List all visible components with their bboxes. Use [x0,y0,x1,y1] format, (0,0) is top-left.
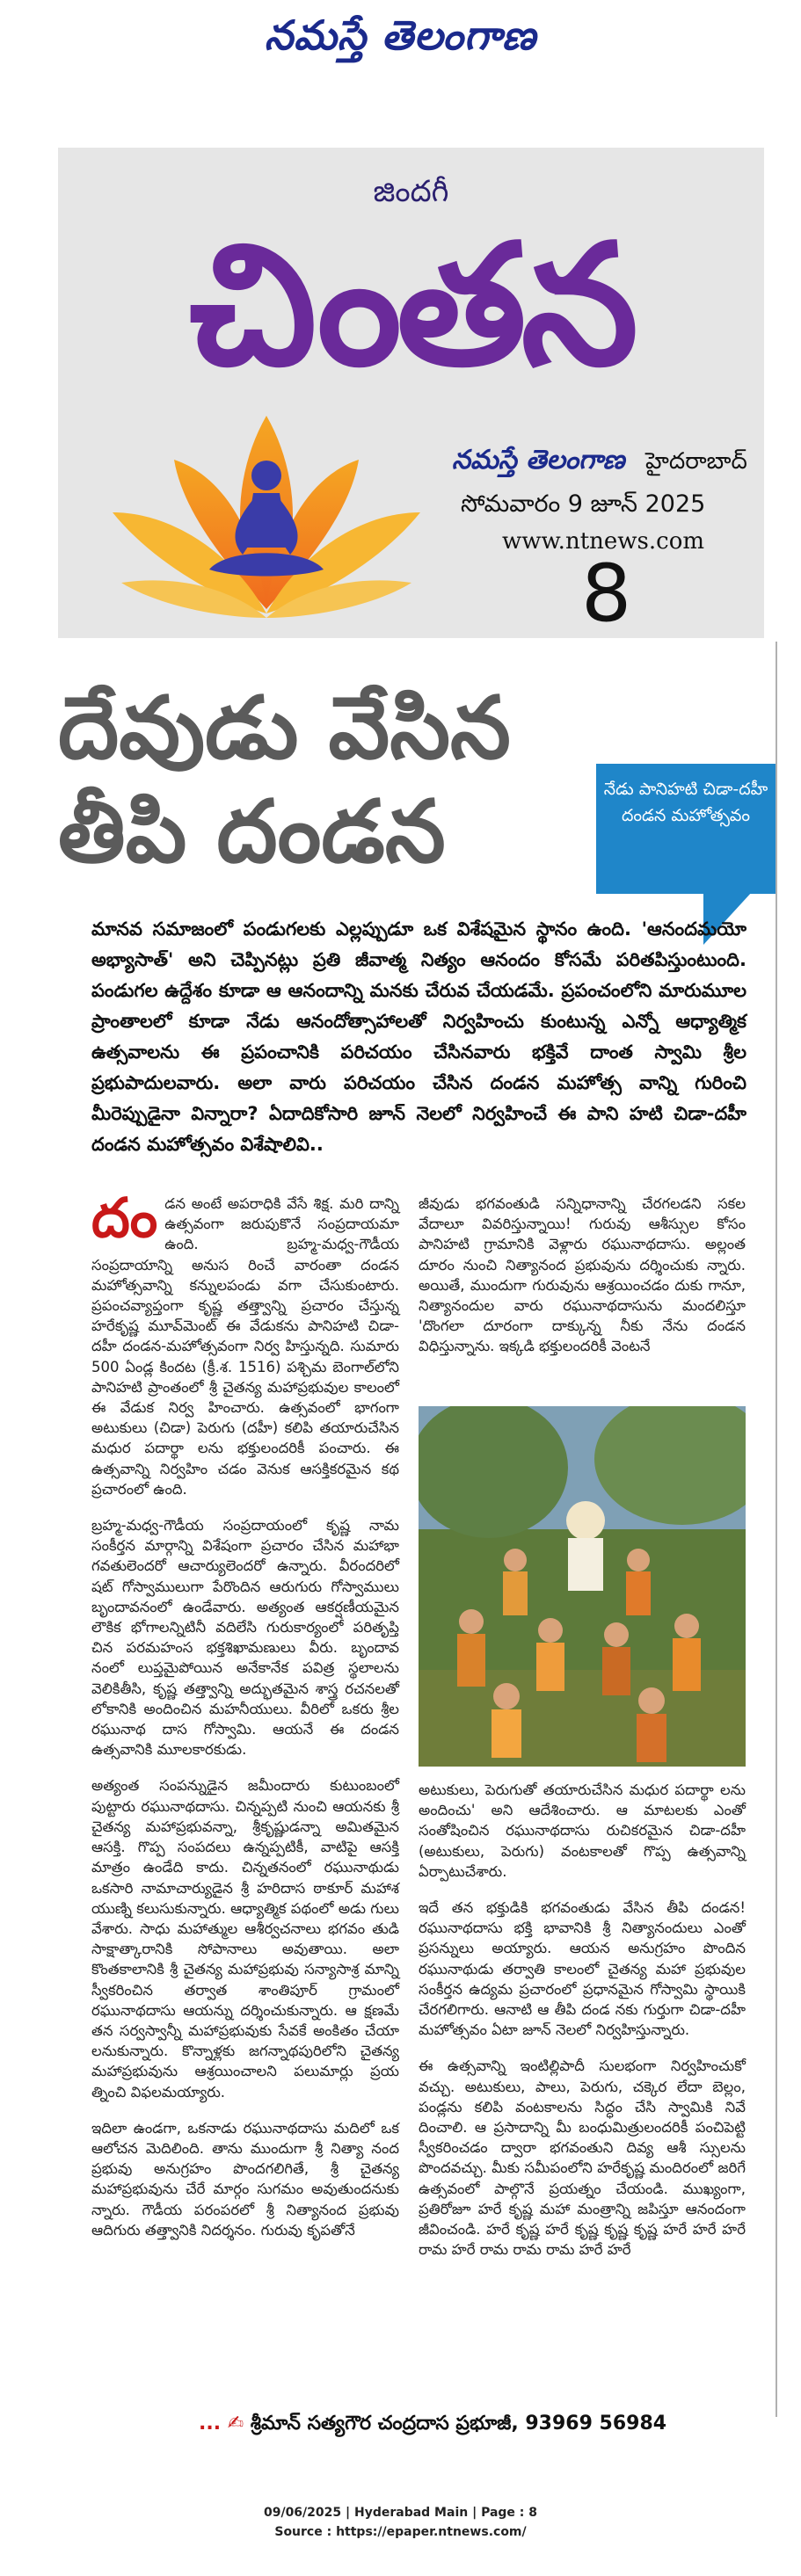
article-column-right-bottom [419,1780,746,2275]
author-byline [199,2413,761,2439]
article-headline [58,677,586,884]
paragraph: ఇదిలా ఉండగా, ఒకనాడు రఘునాథదాసు మదిలో ఒక ఆలోచన మెదిలింది. తాను ముందుగా శ్రీ నిత్యా నంద ప్రభువు అనుగ్రహం పొందగలిగితే, శ్రీ చైతన్య మహాప్రభువును చేరే మార్గం సుగమం అవుతుందనుకు న్నారు. గౌడీయ పరంపరలో శ్రీ నిత్యానంద ప్రభువు ఆదిగురు తత్త్వానికి నిదర్శనం. గురువు కృపతోనే [91,2119,399,2239]
footer-edition-info: 09/06/2025 | Hyderabad Main | Page : 8 [263,2506,538,2520]
devotional-painting-image [419,1406,746,1767]
edition-date: సోమవారం 9 జూన్ 2025 [461,490,706,518]
paragraph: ఇదే తన భక్తుడికి భగవంతుడు వేసిన తీపి దండన! రఘునాథదాసు భక్తి భావానికి శ్రీ నిత్యానందులు ఎంతో ప్రసన్నులు అయ్యారు. ఆయన అనుగ్రహం పొందిన రఘునాథుడు తర్వాతి కాలంలో చైతన్య మహా ప్రభువుల సంకీర్తన ఉద్యమ ప్రచారంలో ప్రధానమైన గోస్వామి స్థాయికి చేరగలిగారు. ఆనాటి ఆ తీపి దండ నకు గుర్తుగా చిడా-దహీ మహోత్సవం ఏటా జూన్ నెలలో నిర్వహిస్తున్నారు. [419,1899,746,2039]
newspaper-masthead [0,0,801,70]
article-lede: మానవ సమాజంలో పండుగలకు ఎల్లప్పుడూ ఒక విశేషమైన స్థానం ఉంది. 'ఆనందమయో అభ్యాసాత్' అని చెప్పినట్లు ప్రతి జీవాత్మ నిత్యం ఆనందం కోసమే పరితపిస్తుంటుంది. పండుగల ఉద్దేశం కూడా ఆ ఆనందాన్ని మనకు చేరువ చేయడమే. ప్రపంచంలోని మారుమూల ప్రాంతాలలో కూడా నేడు ఆనందోత్సాహాలతో నిర్వహించు కుంటున్న ఎన్నో ఆధ్యాత్మిక ఉత్సవాలను ఈ ప్రపంచానికి పరిచయం చేసినవారు భక్తివే దాంత స్వామి శ్రీల ప్రభుపాదులవారు. అలా వారు పరిచయం చేసిన దండన మహోత్స వాన్ని గురించి మీరెప్పుడైనా విన్నారా? ఏదాదికోసారి జూన్ నెలలో నిర్వహించే ఈ పాని హటి చిడా-దహీ దండన మహోత్సవం విశేషాలివి.. [91,918,746,1155]
paragraph: అటుకులు, పెరుగుతో తయారుచేసిన మధుర పదార్థా లను అందించు' అని ఆదేశించారు. ఆ మాటలకు ఎంతో సంతోషించిన రఘునాథదాసు రుచికరమైన చిడా-దహీ (అటుకులు, పెరుగు) వంటకాలతో గొప్ప ఉత్సవాన్ని ఏర్పాటుచేశారు. [419,1781,746,1880]
byline-text: శ్రీమాన్ సత్యగౌర చంద్రదాస ప్రభూజీ, 93969 56984 [250,2413,667,2435]
article-column-right-top [419,1194,746,1373]
paper-name: నమస్తే తెలంగాణ [452,445,625,475]
page-number: 8 [581,548,632,640]
paragraph: ఈ ఉత్సవాన్ని ఇంటిల్లిపాదీ సులభంగా నిర్వహించుకో వచ్చు. అటుకులు, పాలు, పెరుగు, చక్కెర లేదా బెల్లం, పండ్లను కలిపి వంటకాలను సిద్ధం చేసి స్వామికి నివే దించాలి. ఆ ప్రసాదాన్ని మీ బంధుమిత్రులందరికీ పంచిపెట్టి స్వీకరించడం ద్వారా భగవంతుని దివ్య ఆశీ స్సులను పొందవచ్చు. మీకు సమీపంలోని హరేకృష్ణ మందిరంలో జరిగే ఉత్సవంలో పాల్గొనే ప్రయత్నం చేయండి. ముఖ్యంగా, ప్రతిరోజూ హరే కృష్ణ మహా మంత్రాన్ని జపిస్తూ ఆనందంగా జీవించండి. హరే కృష్ణ హరే కృష్ణ కృష్ణ కృష్ణ హరే హరే హరే రామ హరే రామ రామ రామ హరే హరే [419,2057,746,2259]
byline-dots: ... [199,2413,222,2435]
paragraph: బ్రహ్మ-మధ్వ-గౌడీయ సంప్రదాయంలో కృష్ణ నామ సంకీర్తన మార్గాన్ని విశేషంగా ప్రచారం చేసిన మహాభా గవతులెందరో ఆచార్యులెందరో ఉన్నారు. వీరందరిలో షట్‌ గోస్వాములుగా పేరొందిన ఆరుగురు గోస్వాములు బృందావనంలో ఉండేవారు. అత్యంత ఆకర్షణీయమైన లౌకిక భోగాలన్నిటినీ వదిలేసి గురుకార్యంలో పరితృప్తి చిన పరమహంస భక్తశిఖామణులు వీరు. బృందావ నంలో లుప్తమైపోయిన అనేకానేక పవిత్ర స్థలాలను వెలికితీసి, కృష్ణ తత్త్వాన్ని అద్భుతమైన శాస్త్ర రచనలతో లోకానికి అందించిన మహనీయులు. వీరిలో ఒకరు శ్రీల రఘునాథ దాస గోస్వామి. ఆయనే ఈ దండన ఉత్సవానికి మూలకారకుడు. [91,1517,399,1759]
callout-box: నేడు పానిహటి చిడా-దహీ దండన మహోత్సవం [596,764,776,894]
paragraph: జీవుడు భగవంతుడి సన్నిధానాన్ని చేరగలడని సకల వేదాలూ వివరిస్తున్నాయి! గురువు ఆశీస్సుల కోసం పానిహటి గ్రామానికి వెళ్లారు రఘునాథదాసు. అల్లంత దూరం నుంచి నిత్యానంద ప్రభువును దర్శించుకు న్నారు. అయితే, ముందుగా గురువును ఆశ్రయించడం దుకు గానూ, నిత్యానందుల వారు రఘునాథదాసును మందలిస్తూ 'దొంగలా దూరంగా దాక్కున్న నీకు నేను దండన విధిస్తున్నాను. ఇక్కడి భక్తులందరికీ వెంటనే [419,1195,746,1355]
meditation-lotus-icon [77,381,455,644]
section-title: చింతన [188,208,634,403]
masthead-name: నమస్తే తెలంగాణ [264,11,537,59]
headline-line-2: తీపి దండన [58,782,446,882]
headline-line-1: దేవుడు వేసిన [58,678,511,779]
drop-cap: దం [91,1186,158,1250]
section-kicker: జిందగీ [373,174,449,209]
epaper-footer [0,2503,801,2542]
pen-icon: ✍ [227,2413,244,2435]
paragraph: అత్యంత సంపన్నుడైన జమీందారు కుటుంబంలో పుట్టారు రఘునాథదాసు. చిన్నప్పటి నుంచి ఆయనకు శ్రీ చైతన్య మహాప్రభువన్నా, శ్రీకృష్ణుడన్నా అమితమైన ఆసక్తి. గొప్ప సంపదలు ఉన్నప్పటికీ, వాటిపై ఆసక్తి మాత్రం ఉండేది కాదు. చిన్నతనంలో రఘునాథుడు ఒకసారి నామాచార్యుడైన శ్రీ హరిదాస ఠాకూర్ మహాశ యుణ్ని కలుసుకున్నారు. ఆధ్యాత్మిక పథంలో అడు గులు వేశారు. సాధు మహాత్ముల ఆశీర్వచనాలు భగవం తుడి సాక్షాత్కారానికి సోపానాలు అవుతాయి. అలా కొంతకాలానికి శ్రీ చైతన్య మహాప్రభువు సన్యాసాశ్ర మాన్ని స్వీకరించిన తర్వాత శాంతిపూర్ గ్రామంలో రఘునాథదాసు ఆయన్ను దర్శించుకున్నారు. ఆ క్షణమే తన సర్వస్వాన్నీ మహాప్రభువుకు సేవకే అంకితం చేయా లనుకున్నారు. కొన్నాళ్లకు జగన్నాథపురిలోని చైతన్య మహాప్రభువును ఆశ్రయించాలని పలుమార్లు ప్రయ త్నించి విఫలమయ్యారు. [91,1777,399,2101]
article-column-left [91,1186,399,2256]
edition-city: హైదరాబాద్ [645,448,747,475]
section-banner [58,148,764,638]
paragraph: దండన అంటే అపరాధికి వేసే శిక్ష. మరి దాన్ని ఉత్సవంగా జరుపుకొనే సంప్రదాయమా ఉంది. బ్రహ్మ-మధ్వ-గౌడీయ సంప్రదాయాన్ని అనుస రించే వారంతా దండన మహోత్సవాన్ని కన్నులపండు వగా చేసుకుంటారు. ప్రపంచవ్యాప్తంగా కృష్ణ తత్త్వాన్ని ప్రచారం చేస్తున్న హరేకృష్ణ మూవ్‌మెంట్ ఈ వేడుకను పానిహటి చిడా-దహీ దండన-మహోత్సవంగా నిర్వ హిస్తున్నది. సుమారు 500 ఏండ్ల కిందట (క్రీ.శ. 1516) పశ్చిమ బెంగాల్‌లోని పానిహటి ప్రాంతంలో శ్రీ చైతన్య మహాప్రభువుల కాలంలో ఈ వేడుక నిర్వ హించారు. ఉత్సవంలో భాగంగా అటుకులు (చిడా) పెరుగు (దహీ) కలిపి తయారుచేసిన మధుర పదార్థా లను భక్తులందరికీ పంచారు. ఈ ఉత్సవాన్ని నిర్వహిం చడం వెనుక ఆసక్తికరమైన కథ ప్రచారంలో ఉంది. [91,1186,399,1498]
paper-website: www.ntnews.com [502,528,705,555]
column-divider [776,642,777,2417]
footer-source-link[interactable]: Source : https://epaper.ntnews.com/ [274,2525,527,2539]
